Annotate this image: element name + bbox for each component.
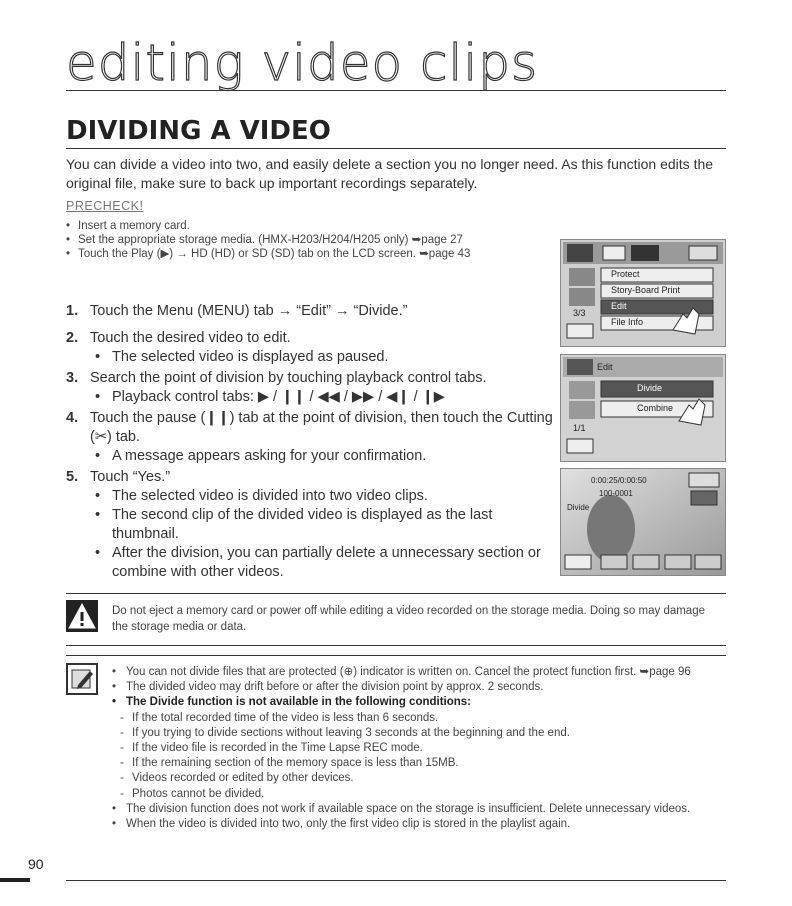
- step-sub: • The second clip of the divided video is displayed as the last thumbnail.: [90, 506, 556, 544]
- step-text: Touch the desired video to edit.: [90, 330, 291, 346]
- step-text: Search the point of division by touching playback control tabs.: [90, 370, 487, 386]
- note-item: - If the total recorded time of the video is less than 6 seconds.: [112, 711, 727, 726]
- menu-item: Story-Board Print: [611, 285, 681, 295]
- step-sub: • A message appears asking for your confirmation.: [90, 447, 556, 466]
- note-item: - If you trying to divide sections without leaving 3 seconds at the beginning and the end.: [112, 726, 727, 741]
- step: [66, 302, 556, 321]
- pencil-note-icon: [68, 665, 96, 693]
- note-item: • The divided video may drift before or after the division point by approx. 2 seconds.: [112, 680, 727, 695]
- intro-paragraph: You can divide a video into two, and easily delete a section you no longer need. As this function edits the original file, make sure to back up important recordings separately.: [66, 156, 714, 191]
- note-item: • The Divide function is not available in the following conditions:: [112, 695, 727, 710]
- note-item: - If the video file is recorded in the Time Lapse REC mode.: [112, 741, 727, 756]
- menu-item: Edit: [611, 301, 627, 311]
- playback-label: Divide: [567, 503, 590, 512]
- step-number: 3.: [66, 370, 79, 386]
- warning-icon: [66, 600, 98, 632]
- page-edge-strip: [0, 878, 30, 882]
- step-sub: • The selected video is displayed as paused.: [90, 348, 556, 367]
- note-item: - Photos cannot be divided.: [112, 787, 727, 802]
- step: [66, 468, 556, 487]
- step-sub: • The selected video is divided into two video clips.: [90, 487, 556, 506]
- lcd-screen-playback: [560, 468, 726, 576]
- page-number: 90: [28, 856, 44, 872]
- note-rule-top: [66, 655, 726, 656]
- playback-file: 100-0001: [599, 489, 633, 498]
- bottom-rule: [66, 880, 726, 881]
- step-number: 1.: [66, 303, 79, 319]
- warning-triangle-icon: [66, 600, 98, 632]
- step: [66, 329, 556, 348]
- note-item: • You can not divide files that are protected (⊕) indicator is written on. Cancel the protect function first. ➥page 96: [112, 665, 727, 680]
- chapter-rule: [66, 90, 726, 91]
- step-sub: • Playback control tabs: ▶ / ❙❙ / ◀◀ / ▶▶ / ◀❙ / ❙▶: [90, 388, 556, 407]
- note-item: • When the video is divided into two, only the first video clip is stored in the playlist again.: [112, 817, 727, 832]
- step-number: 2.: [66, 330, 79, 346]
- step-text: Touch the pause (❙❙) tab at the point of division, then touch the Cutting (✂) tab.: [90, 410, 553, 445]
- warning-rule-bottom: [66, 645, 726, 646]
- warning-text: Do not eject a memory card or power off while editing a video recorded on the storage media. Doing so may damage the storage media or data.: [112, 605, 705, 633]
- step-number: 5.: [66, 469, 79, 485]
- note-icon: [66, 663, 98, 695]
- note-item: • The division function does not work if available space on the storage is insufficient. Delete unnecessary videos.: [112, 802, 727, 817]
- chapter-title: editing video clips: [66, 34, 539, 92]
- lcd-screen-menu: [560, 239, 726, 347]
- warning-rule-top: [66, 593, 726, 594]
- step-text: Touch “Yes.”: [90, 469, 171, 485]
- precheck-list: [66, 219, 546, 261]
- section-rule: [66, 148, 726, 149]
- step: [66, 409, 556, 447]
- playback-timecode: 0:00:25/0:00:50: [591, 476, 647, 485]
- note-item: - If the remaining section of the memory space is less than 15MB.: [112, 756, 727, 771]
- precheck-item: • Insert a memory card.: [66, 219, 546, 233]
- notes-list: [112, 665, 727, 832]
- lcd-screen-edit: [560, 354, 726, 462]
- menu-item: File Info: [611, 317, 644, 327]
- precheck-item: • Touch the Play (▶) → HD (HD) or SD (SD) tab on the LCD screen. ➥page 43: [66, 247, 546, 261]
- step-sub: • After the division, you can partially delete a unnecessary section or combine with other videos.: [90, 544, 556, 582]
- edit-item: Divide: [637, 383, 663, 393]
- step: [66, 369, 556, 388]
- step-text: Touch the Menu (MENU) tab → “Edit” → “Divide.”: [90, 303, 408, 319]
- section-title: DIVIDING A VIDEO: [66, 116, 331, 146]
- precheck-title: PRECHECK!: [66, 199, 144, 213]
- edit-title: Edit: [597, 362, 613, 372]
- precheck-item: • Set the appropriate storage media. (HMX-H203/H204/H205 only) ➥page 27: [66, 233, 546, 247]
- edit-item: Combine: [637, 403, 674, 413]
- edit-page: 1/1: [573, 423, 586, 433]
- menu-page: 3/3: [573, 308, 586, 318]
- steps-list: [66, 302, 556, 582]
- step-number: 4.: [66, 410, 79, 426]
- menu-item: Protect: [611, 269, 640, 279]
- note-item: - Videos recorded or edited by other devices.: [112, 771, 727, 786]
